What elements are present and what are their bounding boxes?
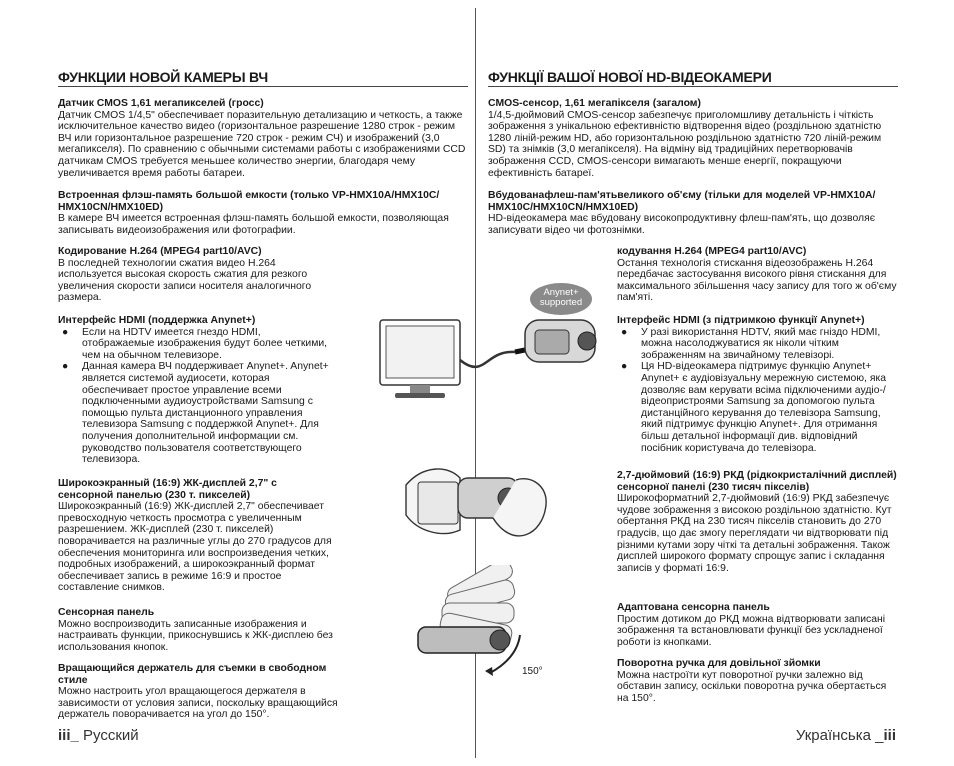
left-touch-text: Можно воспроизводить записанные изображения и настраивать функции, прикоснувшись к ЖК-дисплею без использования кнопок. — [58, 618, 333, 653]
right-h264-section — [617, 246, 897, 304]
bullet-dot: ● — [621, 326, 628, 338]
left-hdmi-heading: Интерфейс HDMI (поддержка Anynet+) — [58, 315, 256, 326]
left-touch-heading: Сенсорная панель — [58, 607, 155, 618]
left-hdmi-bullet-1 — [58, 327, 334, 362]
right-grip-section — [617, 658, 897, 704]
right-hdmi-bullet-1-text: У разі використання HDTV, який має гніздо HDMI, можна насолоджуватися як ніколи чітким зображенням на звичайному телевізорі. — [641, 326, 881, 361]
right-touch-text: Простим дотиком до РКД можна відтворювати записані зображення та встановлювати функції без ускладненої роботи із кнопками. — [617, 613, 886, 648]
left-section-title: ФУНКЦИИ НОВОЙ КАМЕРЫ ВЧ — [58, 69, 468, 87]
right-cmos-heading: CMOS-сенсор, 1,61 мегапікселя (загалом) — [488, 98, 701, 109]
rotation-angle-label: 150° — [522, 666, 543, 677]
left-h264-text: В последней технологии сжатия видео H.264 используется высокая скорость сжатия для резкого увеличения скорости записи носителя аналогичного размера. — [58, 257, 312, 304]
left-hdmi-bullet-2 — [58, 361, 334, 465]
left-h264-section — [58, 246, 326, 304]
left-footer — [58, 727, 139, 744]
left-lcd-heading: Широкоэкранный (16:9) ЖК-дисплей 2,7" с сенсорной панелью (230 т. пикселей) — [58, 478, 277, 501]
left-flash-section — [58, 190, 468, 236]
right-hdmi-bullet-2-text: Ця HD-відеокамера підтримує функцію Anynet+ Anynet+ є аудіовізуальну мережную системою, яка дозволяє вам керувати всіма підключеними аудіо-/відеопристроями Samsung за допомогою пульта дистанційного керування до телевізора Samsung, який підтримує функцію Anynet+. Для отримання більш детальної інформації див. відповідний посібник користувача до телевізора. — [641, 361, 886, 454]
left-cmos-heading: Датчик CMOS 1,61 мегапикселей (гросс) — [58, 98, 264, 109]
right-cmos-section — [488, 98, 898, 179]
page-number: iii_ — [58, 727, 79, 744]
left-lcd-section — [58, 478, 333, 594]
lcd-camera-hands-illustration — [398, 460, 553, 555]
footer-language: Українська _ — [795, 727, 884, 744]
bullet-dot: ● — [621, 361, 628, 373]
left-touch-section — [58, 607, 338, 653]
right-flash-text: HD-відеокамера має вбудовану високопродуктивну флеш-пам'ять, що дозволяє записувати відео чи фотознімки. — [488, 213, 875, 236]
left-grip-text: Можно настроить угол вращающегося держателя в зависимости от условия записи, поскольку вращающийся держатель поворачивается на угол до 150°. — [58, 686, 338, 721]
left-hdmi-bullet-1-text: Если на HDTV имеется гнездо HDMI, отображаемые изображения будут более четкими, чем на обычном телевизоре. — [82, 326, 328, 361]
footer-language: Русский — [78, 727, 139, 744]
right-touch-section — [617, 602, 897, 648]
left-h264-heading: Кодирование H.264 (MPEG4 part10/AVC) — [58, 246, 262, 257]
left-grip-heading: Вращающийся держатель для съемки в свободном стиле — [58, 663, 327, 686]
left-hdmi-section — [58, 315, 334, 466]
anynet-badge: Anynet+ supported — [530, 283, 592, 315]
right-lcd-text: Широкоформатний 2,7-дюймовий (16:9) РКД забезпечує чудове зображення з високою роздільною здатністю. Кут обертання РКД на 230 тисяч пікселів становить до 270 градусів, що дає змогу переглядати чи відтворювати під різними кутами зору чіткі та детальні зображення. Також дисплей широкого формату спрощує запис і складання записів у форматі 16:9. — [617, 493, 892, 574]
bullet-dot: ● — [62, 326, 69, 338]
left-cmos-text: Датчик CMOS 1/4,5" обеспечивает поразительную детализацию и четкость, а также исключительное качество видео (горизонтальное разрешение 1280 строк - режим ВЧ или горизонтальное разрешение 720 строк - режим СЧ) и изображений (3,0 мегапикселя). По сравнению с обычными системами работы с изображениями CCD датчикам CMOS требуется меньшее количество энергии, благодаря чему увеличивается время работы батареи. — [58, 109, 466, 179]
right-section-title: ФУНКЦІЇ ВАШОЇ НОВОЇ HD-ВІДЕОКАМЕРИ — [488, 69, 898, 87]
right-flash-heading: Вбудованафлеш-пам'ятьвеликого об'єму (тільки для моделей VP-HMX10A/ HMX10C/HMX10CN/HMX10ED) — [488, 190, 876, 213]
right-hdmi-heading: Інтерфейс HDMI (з підтримкою функції Anynet+) — [617, 315, 865, 326]
right-footer — [796, 727, 896, 744]
right-cmos-text: 1/4,5-дюймовий CMOS-сенсор забезпечує приголомшливу детальність і чіткість зображення з унікальною ефективністю відтворення відео (роздільною здатністю 1280 ліній-режим HD, або горизонтальною роздільною здатністю 720 ліній-режим SD) та знімків (3,0 мегапікселя). На відміну від традиційних перетворювачів зображення CCD, CMOS-сенсори вимагають менше енергії, покращуючи ефективність батареї. — [488, 109, 882, 179]
page-number: iii — [883, 727, 896, 744]
right-touch-heading: Адаптована сенсорна панель — [617, 602, 770, 613]
left-hdmi-bullet-2-text: Данная камера ВЧ поддерживает Anynet+. Anynet+ является системой аудиосети, которая обеспечивает простое управление всеми подключенными аудиоустройствами Samsung с помощью пульта дистанционного управления телевизора Samsung с поддержкой Anynet+. Для получения дополнительной информации см. руководство пользователя соответствующего телевизора. — [82, 361, 329, 466]
bullet-dot: ● — [62, 361, 69, 373]
rotating-grip-illustration — [400, 565, 530, 680]
right-lcd-section — [617, 470, 897, 574]
right-grip-heading: Поворотна ручка для довільної зйомки — [617, 658, 821, 669]
left-flash-text: В камере ВЧ имеется встроенная флэш-память большой емкости, позволяющая записывать видеоизображения или фотографии. — [58, 213, 449, 236]
right-lcd-heading: 2,7-дюймовий (16:9) РКД (рідкокристалічний дисплей) сенсорної панелі (230 тисяч пікселів) — [617, 470, 897, 493]
right-hdmi-bullet-1 — [617, 327, 897, 362]
right-grip-text: Можна настроїти кут поворотної ручки залежно від обставин запису, оскільки поворотна ручка обертається на 150°. — [617, 669, 887, 704]
right-h264-text: Остання технологія стискання відеозображень H.264 передбачає застосування високого рівня стискання для максимального збільшення часу запису для того ж об'єму пам'яті. — [617, 257, 897, 304]
left-lcd-text: Широкоэкранный (16:9) ЖК-дисплей 2,7" обеспечивает превосходную четкость просмотра с увеличенным разрешением. ЖК-дисплей (230 т. пикселей) поворачивается на различные углы до 270 градусов для обеспечения мониторинга или воспроизведения четких, подробных изображений, а широкоэкранный формат обеспечивает запись в режиме 16:9 и простое составление снимков. — [58, 501, 332, 594]
right-flash-section — [488, 190, 898, 236]
right-hdmi-bullet-2 — [617, 361, 897, 454]
left-flash-heading: Встроенная флэш-память большой емкости (только VP-HMX10A/HMX10C/ HMX10CN/HMX10ED) — [58, 190, 440, 213]
left-grip-section — [58, 663, 358, 721]
left-cmos-section — [58, 98, 468, 179]
right-hdmi-section — [617, 315, 897, 454]
right-h264-heading: кодування H.264 (MPEG4 part10/AVC) — [617, 246, 807, 257]
